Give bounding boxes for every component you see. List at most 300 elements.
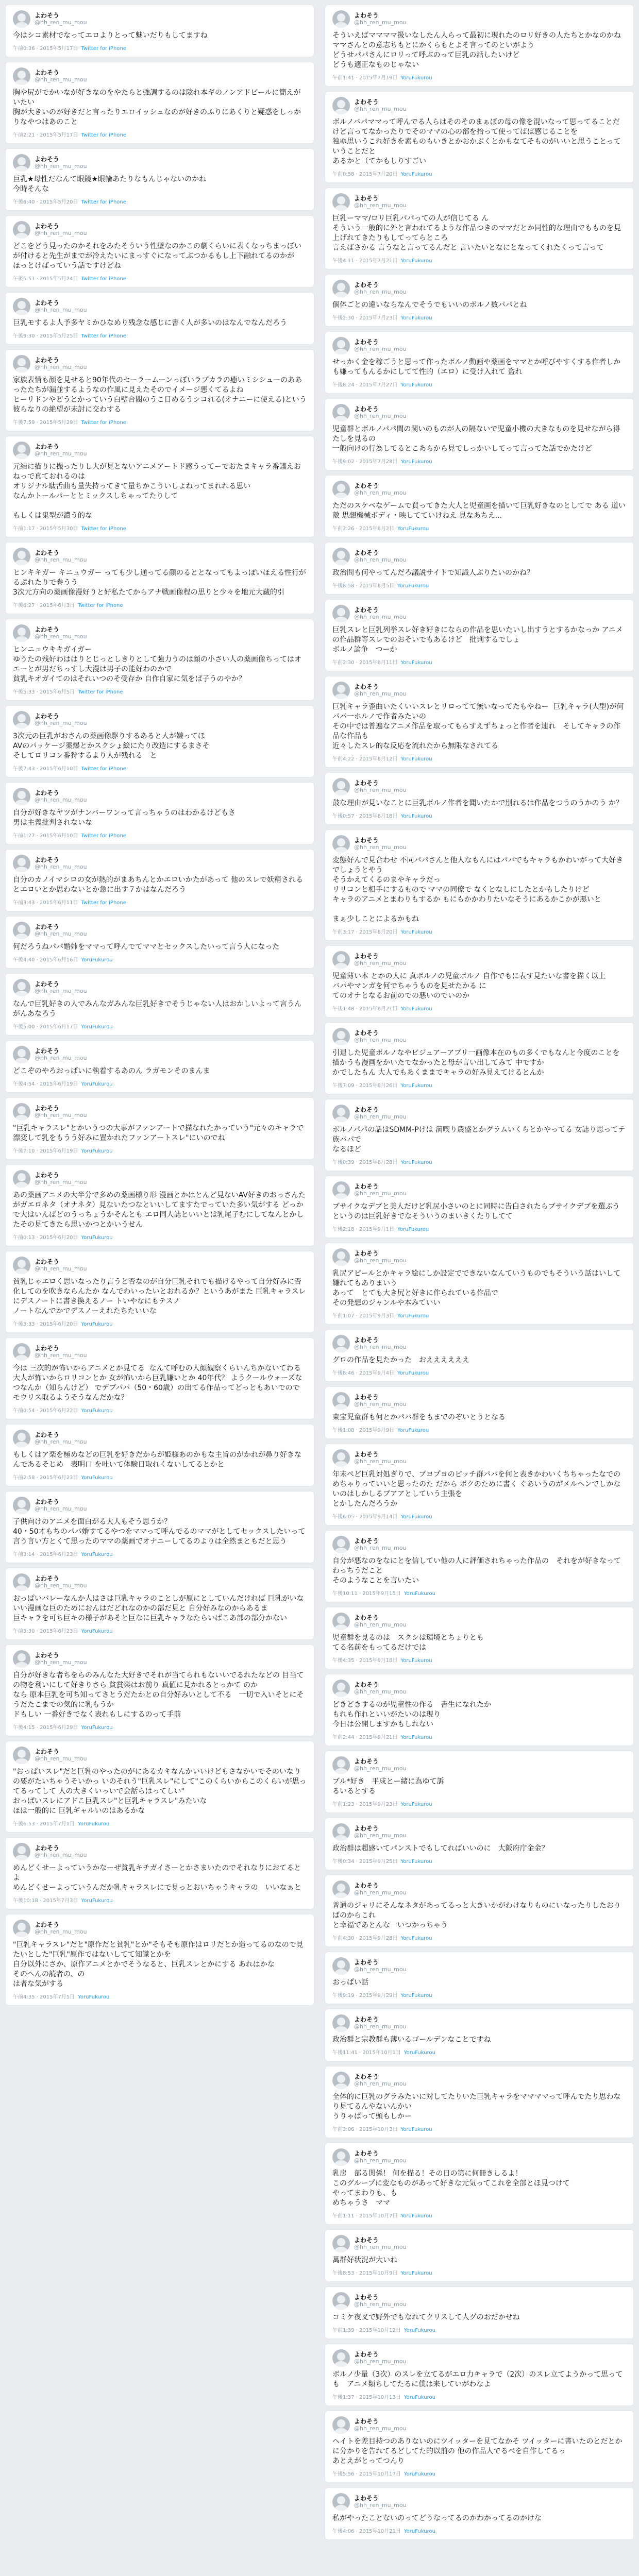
tweet-source[interactable]: YoruFukurou [400,1083,432,1089]
user-handle[interactable]: @hh_ren_mu_mou [354,2301,407,2308]
tweet-timestamp[interactable]: 午後5:56 · 2015年10月17日 [332,2471,401,2477]
tweet-source[interactable]: YoruFukurou [397,1370,429,1376]
user-handle[interactable]: @hh_ren_mu_mou [35,364,87,370]
user-name[interactable]: よわそう [354,953,379,960]
tweet-card[interactable] [325,2487,634,2540]
user-handle[interactable]: @hh_ren_mu_mou [35,76,87,83]
tweet-card[interactable] [325,1674,634,1746]
tweet-card[interactable] [325,945,634,1018]
user-handle[interactable]: @hh_ren_mu_mou [354,2358,407,2365]
user-handle[interactable]: @hh_ren_mu_mou [35,863,87,870]
avatar[interactable] [332,2148,350,2166]
avatar[interactable] [332,951,350,969]
tweet-source[interactable]: Twitter for iPhone [81,333,126,339]
user-handle[interactable]: @hh_ren_mu_mou [354,2023,407,2030]
user-name[interactable]: よわそう [354,1825,379,1832]
tweet-card[interactable] [5,1568,314,1640]
user-name[interactable]: よわそう [354,1394,379,1401]
tweet-source[interactable]: Twitter for iPhone [81,900,126,906]
tweet-timestamp[interactable]: 午後8:46 · 2015年9月4日 [332,1370,395,1376]
tweet-timestamp[interactable]: 午後11:41 · 2015年10月1日 [332,2050,401,2056]
user-name[interactable]: よわそう [35,443,60,450]
tweet-source[interactable]: YoruFukurou [397,526,429,532]
avatar[interactable] [332,2349,350,2367]
avatar[interactable] [332,280,350,297]
user-handle[interactable]: @hh_ren_mu_mou [354,202,407,209]
avatar[interactable] [332,2235,350,2252]
tweet-timestamp[interactable]: 午後4:11 · 2015年7月21日 [332,258,398,264]
tweet-timestamp[interactable]: 午前3:06 · 2015年10月3日 [332,2127,398,2132]
avatar[interactable] [13,922,30,939]
tweet-source[interactable]: YoruFukurou [81,1235,113,1241]
user-name[interactable]: よわそう [354,2016,379,2023]
user-name[interactable]: よわそう [354,683,379,690]
user-name[interactable]: よわそう [35,1431,60,1438]
tweet-source[interactable]: YoruFukurou [81,1725,113,1731]
tweet-source[interactable]: YoruFukurou [403,2050,435,2056]
user-handle[interactable]: @hh_ren_mu_mou [354,1257,407,1264]
user-name[interactable]: よわそう [35,1047,60,1055]
user-handle[interactable]: @hh_ren_mu_mou [354,1889,407,1896]
tweet-timestamp[interactable]: 午前4:35 · 2015年7月5日 [13,1994,75,2000]
user-handle[interactable]: @hh_ren_mu_mou [354,690,407,697]
tweet-source[interactable]: YoruFukurou [81,1321,113,1327]
tweet-card[interactable] [325,542,634,595]
avatar[interactable] [332,1823,350,1841]
user-name[interactable]: よわそう [354,12,379,19]
user-name[interactable]: よわそう [354,1959,379,1966]
tweet-source[interactable]: YoruFukurou [81,1024,113,1030]
user-name[interactable]: よわそう [35,626,60,633]
tweet-source[interactable]: Twitter for iPhone [81,199,126,205]
tweet-card[interactable] [325,475,634,537]
tweet-timestamp[interactable]: 午後0:34 · 2015年9月25日 [332,1859,398,1865]
user-handle[interactable]: @hh_ren_mu_mou [35,796,87,803]
avatar[interactable] [332,1181,350,1199]
tweet-card[interactable] [325,1530,634,1602]
tweet-source[interactable]: Twitter for iPhone [81,132,126,138]
avatar[interactable] [13,711,30,728]
tweet-card[interactable] [5,542,314,614]
avatar[interactable] [332,481,350,498]
tweet-timestamp[interactable]: 午前2:30 · 2015年8月11日 [332,660,398,666]
avatar[interactable] [332,1536,350,1553]
avatar[interactable] [13,1497,30,1514]
tweet-timestamp[interactable]: 午後4:40 · 2015年6月16日 [13,957,78,963]
tweet-timestamp[interactable]: 午後10:18 · 2015年7月3日 [13,1898,78,1904]
tweet-source[interactable]: YoruFukurou [81,1475,113,1481]
user-handle[interactable]: @hh_ren_mu_mou [354,2244,407,2250]
tweet-timestamp[interactable]: 午後4:35 · 2015年9月18日 [332,1658,398,1664]
user-name[interactable]: よわそう [354,2351,379,2358]
user-name[interactable]: よわそう [35,223,60,230]
user-name[interactable]: よわそう [354,195,379,202]
tweet-timestamp[interactable]: 午前1:17 · 2015年5月30日 [13,526,78,532]
user-handle[interactable]: @hh_ren_mu_mou [354,787,407,793]
user-name[interactable]: よわそう [354,1451,379,1458]
user-name[interactable]: よわそう [354,1106,379,1113]
tweet-timestamp[interactable]: 午後9:19 · 2015年9月29日 [332,1993,398,1998]
tweet-card[interactable] [5,436,314,537]
tweet-source[interactable]: Twitter for iPhone [81,526,126,532]
user-handle[interactable]: @hh_ren_mu_mou [354,1458,407,1465]
user-handle[interactable]: @hh_ren_mu_mou [35,1852,87,1858]
tweet-timestamp[interactable]: 午前2:44 · 2015年9月21日 [332,1735,398,1740]
tweet-source[interactable]: YoruFukurou [400,814,432,819]
avatar[interactable] [13,548,30,565]
tweet-timestamp[interactable]: 午前1:27 · 2015年6月10日 [13,833,78,839]
user-handle[interactable]: @hh_ren_mu_mou [35,1582,87,1589]
user-name[interactable]: よわそう [35,1575,60,1582]
user-name[interactable]: よわそう [35,1498,60,1505]
avatar[interactable] [332,193,350,211]
avatar[interactable] [332,97,350,114]
user-handle[interactable]: @hh_ren_mu_mou [354,2157,407,2164]
user-name[interactable]: よわそう [35,1105,60,1112]
avatar[interactable] [332,1248,350,1266]
tweet-timestamp[interactable]: 午後8:53 · 2015年10月9日 [332,2270,398,2276]
avatar[interactable] [13,1170,30,1188]
tweet-card[interactable] [325,5,634,87]
user-handle[interactable]: @hh_ren_mu_mou [35,307,87,313]
tweet-source[interactable]: YoruFukurou [81,1898,113,1904]
user-handle[interactable]: @hh_ren_mu_mou [35,19,87,26]
tweet-card[interactable] [325,2066,634,2138]
avatar[interactable] [13,1430,30,1447]
avatar[interactable] [332,10,350,28]
tweet-card[interactable] [5,292,314,345]
user-handle[interactable]: @hh_ren_mu_mou [354,844,407,851]
tweet-source[interactable]: YoruFukurou [400,2213,432,2219]
user-handle[interactable]: @hh_ren_mu_mou [354,1832,407,1839]
tweet-timestamp[interactable]: 午前1:07 · 2015年9月3日 [332,1313,395,1319]
tweet-card[interactable] [325,2286,634,2339]
avatar[interactable] [332,337,350,354]
user-handle[interactable]: @hh_ren_mu_mou [354,1344,407,1350]
user-name[interactable]: よわそう [35,1748,60,1755]
avatar[interactable] [332,778,350,795]
tweet-timestamp[interactable]: 午後8:24 · 2015年7月27日 [332,382,398,388]
user-handle[interactable]: @hh_ren_mu_mou [354,1765,407,1772]
tweet-source[interactable]: YoruFukurou [403,2471,435,2477]
avatar[interactable] [13,154,30,172]
tweet-source[interactable]: YoruFukurou [400,1514,432,1520]
tweet-card[interactable] [5,782,314,844]
tweet-source[interactable]: YoruFukurou [400,315,432,321]
tweet-source[interactable]: YoruFukurou [400,1859,432,1865]
user-name[interactable]: よわそう [35,1172,60,1179]
tweet-source[interactable]: YoruFukurou [400,929,432,935]
user-name[interactable]: よわそう [35,1844,60,1852]
avatar[interactable] [13,788,30,805]
user-name[interactable]: よわそう [35,1345,60,1352]
avatar[interactable] [13,221,30,239]
user-name[interactable]: よわそう [35,1921,60,1928]
tweet-card[interactable] [5,1645,314,1736]
user-handle[interactable]: @hh_ren_mu_mou [354,614,407,620]
tweet-timestamp[interactable]: 午前3:30 · 2015年6月23日 [13,1629,78,1634]
user-name[interactable]: よわそう [354,2418,379,2425]
tweet-source[interactable]: YoruFukurou [81,1148,113,1154]
user-handle[interactable]: @hh_ren_mu_mou [354,2425,407,2432]
tweet-card[interactable] [5,5,314,57]
avatar[interactable] [332,1392,350,1410]
tweet-timestamp[interactable]: 午前2:58 · 2015年6月23日 [13,1475,78,1481]
user-name[interactable]: よわそう [354,1681,379,1688]
avatar[interactable] [332,1105,350,1122]
user-handle[interactable]: @hh_ren_mu_mou [35,930,87,937]
tweet-card[interactable] [5,973,314,1036]
tweet-timestamp[interactable]: 午後0:39 · 2015年8月28日 [332,1160,398,1165]
tweet-timestamp[interactable]: 午後1:37 · 2015年10月13日 [332,2395,401,2400]
tweet-card[interactable] [5,148,314,211]
avatar[interactable] [13,1103,30,1121]
tweet-source[interactable]: YoruFukurou [397,1428,429,1433]
user-handle[interactable]: @hh_ren_mu_mou [35,720,87,726]
user-name[interactable]: よわそう [35,713,60,720]
user-handle[interactable]: @hh_ren_mu_mou [354,413,407,419]
tweet-card[interactable] [5,1741,314,1833]
avatar[interactable] [332,2292,350,2310]
tweet-card[interactable] [5,916,314,969]
tweet-timestamp[interactable]: 午後7:09 · 2015年8月26日 [332,1083,398,1089]
tweet-timestamp[interactable]: 午後7:59 · 2015年5月29日 [13,420,78,426]
tweet-timestamp[interactable]: 午後1:48 · 2015年8月21日 [332,1006,398,1012]
tweet-timestamp[interactable]: 午前3:14 · 2015年6月23日 [13,1552,78,1557]
avatar[interactable] [332,2416,350,2434]
tweet-timestamp[interactable]: 午前4:22 · 2015年8月12日 [332,756,398,762]
avatar[interactable] [13,1257,30,1274]
tweet-card[interactable] [5,1164,314,1246]
tweet-source[interactable]: YoruFukurou [78,1821,110,1827]
tweet-source[interactable]: YoruFukurou [397,1227,429,1232]
user-name[interactable]: よわそう [354,1336,379,1344]
tweet-card[interactable] [5,62,314,144]
tweet-card[interactable] [325,188,634,269]
tweet-source[interactable]: YoruFukurou [400,1936,432,1941]
avatar[interactable] [13,624,30,642]
tweet-source[interactable]: YoruFukurou [400,172,432,177]
user-handle[interactable]: @hh_ren_mu_mou [354,1037,407,1043]
tweet-timestamp[interactable]: 午前1:39 · 2015年10月12日 [332,2328,401,2333]
tweet-timestamp[interactable]: 午後0:57 · 2015年8月18日 [332,814,398,819]
tweet-source[interactable]: YoruFukurou [400,2270,432,2276]
tweet-source[interactable]: YoruFukurou [400,75,432,81]
avatar[interactable] [13,1343,30,1361]
user-handle[interactable]: @hh_ren_mu_mou [354,556,407,563]
tweet-timestamp[interactable]: 午後6:40 · 2015年5月20日 [13,199,78,205]
user-name[interactable]: よわそう [354,1183,379,1190]
user-name[interactable]: よわそう [354,98,379,106]
tweet-timestamp[interactable]: 午後4:54 · 2015年6月19日 [13,1081,78,1087]
user-handle[interactable]: @hh_ren_mu_mou [35,988,87,994]
tweet-source[interactable]: YoruFukurou [397,583,429,589]
avatar[interactable] [13,1843,30,1860]
tweet-source[interactable]: YoruFukurou [400,1160,432,1165]
avatar[interactable] [332,1957,350,1975]
tweet-source[interactable]: YoruFukurou [81,1081,113,1087]
user-handle[interactable]: @hh_ren_mu_mou [354,1621,407,1628]
avatar[interactable] [332,682,350,699]
user-name[interactable]: よわそう [35,1652,60,1659]
avatar[interactable] [13,355,30,372]
user-name[interactable]: よわそう [35,980,60,988]
user-name[interactable]: よわそう [35,12,60,19]
avatar[interactable] [13,979,30,996]
user-handle[interactable]: @hh_ren_mu_mou [354,2502,407,2509]
tweet-source[interactable]: YoruFukurou [400,756,432,762]
tweet-card[interactable] [325,331,634,394]
user-handle[interactable]: @hh_ren_mu_mou [354,1190,407,1197]
avatar[interactable] [332,548,350,565]
user-handle[interactable]: @hh_ren_mu_mou [354,1688,407,1695]
avatar[interactable] [332,1449,350,1467]
tweet-card[interactable] [325,1952,634,2004]
tweet-timestamp[interactable]: 午後4:06 · 2015年10月21日 [332,2529,401,2534]
user-handle[interactable]: @hh_ren_mu_mou [35,1928,87,1935]
avatar[interactable] [13,10,30,28]
tweet-source[interactable]: Twitter for iPhone [78,689,123,695]
user-handle[interactable]: @hh_ren_mu_mou [35,1438,87,1445]
user-handle[interactable]: @hh_ren_mu_mou [354,289,407,295]
user-name[interactable]: よわそう [354,1758,379,1765]
avatar[interactable] [332,605,350,622]
tweet-source[interactable]: Twitter for iPhone [81,46,126,52]
tweet-timestamp[interactable]: 午後10:11 · 2015年9月15日 [332,1591,401,1597]
user-name[interactable]: よわそう [354,2294,379,2301]
user-name[interactable]: よわそう [354,2150,379,2157]
tweet-timestamp[interactable]: 午前3:43 · 2015年6月11日 [13,900,78,906]
user-handle[interactable]: @hh_ren_mu_mou [35,1505,87,1512]
tweet-timestamp[interactable]: 午後9:02 · 2015年7月28日 [332,459,398,465]
tweet-source[interactable]: Twitter for iPhone [81,276,126,282]
tweet-card[interactable] [5,1491,314,1563]
user-name[interactable]: よわそう [354,405,379,413]
user-name[interactable]: よわそう [354,779,379,787]
user-name[interactable]: よわそう [35,789,60,796]
tweet-source[interactable]: Twitter for iPhone [81,766,126,772]
avatar[interactable] [13,1573,30,1591]
tweet-source[interactable]: YoruFukurou [403,2395,435,2400]
avatar[interactable] [332,404,350,421]
tweet-source[interactable]: YoruFukurou [403,2328,435,2333]
tweet-timestamp[interactable]: 午前1:41 · 2015年7月19日 [332,75,398,81]
tweet-source[interactable]: YoruFukurou [400,459,432,465]
user-handle[interactable]: @hh_ren_mu_mou [35,1755,87,1762]
user-name[interactable]: よわそう [354,1537,379,1545]
tweet-card[interactable] [325,1386,634,1439]
user-name[interactable]: よわそう [354,482,379,489]
user-handle[interactable]: @hh_ren_mu_mou [35,1179,87,1185]
avatar[interactable] [13,1046,30,1063]
user-handle[interactable]: @hh_ren_mu_mou [354,19,407,26]
tweet-source[interactable]: YoruFukurou [400,258,432,264]
tweet-timestamp[interactable]: 午前0:54 · 2015年6月22日 [13,1408,78,1414]
user-name[interactable]: よわそう [354,1029,379,1037]
tweet-timestamp[interactable]: 午後8:58 · 2015年8月5日 [332,583,395,589]
tweet-timestamp[interactable]: 午後7:43 · 2015年6月10日 [13,766,78,772]
tweet-source[interactable]: YoruFukurou [78,1994,110,2000]
user-handle[interactable]: @hh_ren_mu_mou [35,1265,87,1272]
user-handle[interactable]: @hh_ren_mu_mou [35,163,87,170]
user-handle[interactable]: @hh_ren_mu_mou [35,1112,87,1118]
avatar[interactable] [13,855,30,872]
user-handle[interactable]: @hh_ren_mu_mou [354,106,407,112]
tweet-timestamp[interactable]: 午前1:23 · 2015年9月23日 [332,1802,398,1807]
tweet-card[interactable] [325,2411,634,2483]
avatar[interactable] [13,67,30,85]
tweet-timestamp[interactable]: 午前1:11 · 2015年10月7日 [332,2213,398,2219]
tweet-source[interactable]: YoruFukurou [400,660,432,666]
tweet-timestamp[interactable]: 午後1:08 · 2015年9月9日 [332,1428,395,1433]
tweet-card[interactable] [5,1097,314,1160]
tweet-card[interactable] [325,1176,634,1238]
tweet-source[interactable]: YoruFukurou [403,2529,435,2534]
tweet-card[interactable] [5,705,314,777]
avatar[interactable] [13,442,30,459]
tweet-timestamp[interactable]: 午後6:27 · 2015年6月3日 [13,603,75,608]
tweet-timestamp[interactable]: 午前0:36 · 2015年5月17日 [13,46,78,52]
avatar[interactable] [332,1335,350,1352]
tweet-card[interactable] [5,1424,314,1486]
user-name[interactable]: よわそう [354,338,379,346]
tweet-timestamp[interactable]: 午前0:58 · 2015年7月20日 [332,172,398,177]
user-handle[interactable]: @hh_ren_mu_mou [354,1966,407,1973]
tweet-card[interactable] [325,2344,634,2406]
user-name[interactable]: よわそう [354,2495,379,2502]
tweet-card[interactable] [5,349,314,431]
tweet-source[interactable]: Twitter for iPhone [78,603,123,608]
user-handle[interactable]: @hh_ren_mu_mou [354,346,407,352]
tweet-timestamp[interactable]: 午前2:26 · 2015年8月2日 [332,526,395,532]
tweet-timestamp[interactable]: 午後5:33 · 2015年6月5日 [13,689,75,695]
user-handle[interactable]: @hh_ren_mu_mou [35,450,87,457]
tweet-source[interactable]: YoruFukurou [400,2127,432,2132]
user-handle[interactable]: @hh_ren_mu_mou [35,556,87,563]
tweet-source[interactable]: YoruFukurou [81,1629,113,1634]
tweet-timestamp[interactable]: 午前3:17 · 2015年8月20日 [332,929,398,935]
tweet-card[interactable] [325,2229,634,2282]
tweet-source[interactable]: YoruFukurou [81,1552,113,1557]
tweet-timestamp[interactable]: 午後3:33 · 2015年6月20日 [13,1321,78,1327]
avatar[interactable] [13,298,30,315]
user-name[interactable]: よわそう [354,1882,379,1889]
tweet-card[interactable] [325,1751,634,1813]
tweet-source[interactable]: YoruFukurou [400,1802,432,1807]
tweet-card[interactable] [325,274,634,327]
user-name[interactable]: よわそう [35,923,60,930]
tweet-timestamp[interactable]: 午後9:30 · 2015年5月25日 [13,333,78,339]
tweet-timestamp[interactable]: 午後5:00 · 2015年6月17日 [13,1024,78,1030]
tweet-source[interactable]: YoruFukurou [400,1735,432,1740]
tweet-timestamp[interactable]: 午後2:18 · 2015年9月1日 [332,1227,395,1232]
tweet-timestamp[interactable]: 午後6:05 · 2015年9月14日 [332,1514,398,1520]
tweet-timestamp[interactable]: 午後7:10 · 2015年6月19日 [13,1148,78,1154]
tweet-source[interactable]: Twitter for iPhone [81,833,126,839]
tweet-source[interactable]: YoruFukurou [400,1006,432,1012]
user-name[interactable]: よわそう [35,549,60,556]
user-name[interactable]: よわそう [354,837,379,844]
tweet-source[interactable]: YoruFukurou [81,957,113,963]
avatar[interactable] [332,2493,350,2511]
avatar[interactable] [332,1028,350,1045]
tweet-card[interactable] [325,1818,634,1870]
avatar[interactable] [332,835,350,853]
tweet-source[interactable]: YoruFukurou [81,1408,113,1414]
avatar[interactable] [13,1920,30,1937]
tweet-timestamp[interactable]: 午後5:51 · 2015年5月24日 [13,276,78,282]
user-name[interactable]: よわそう [354,2236,379,2244]
